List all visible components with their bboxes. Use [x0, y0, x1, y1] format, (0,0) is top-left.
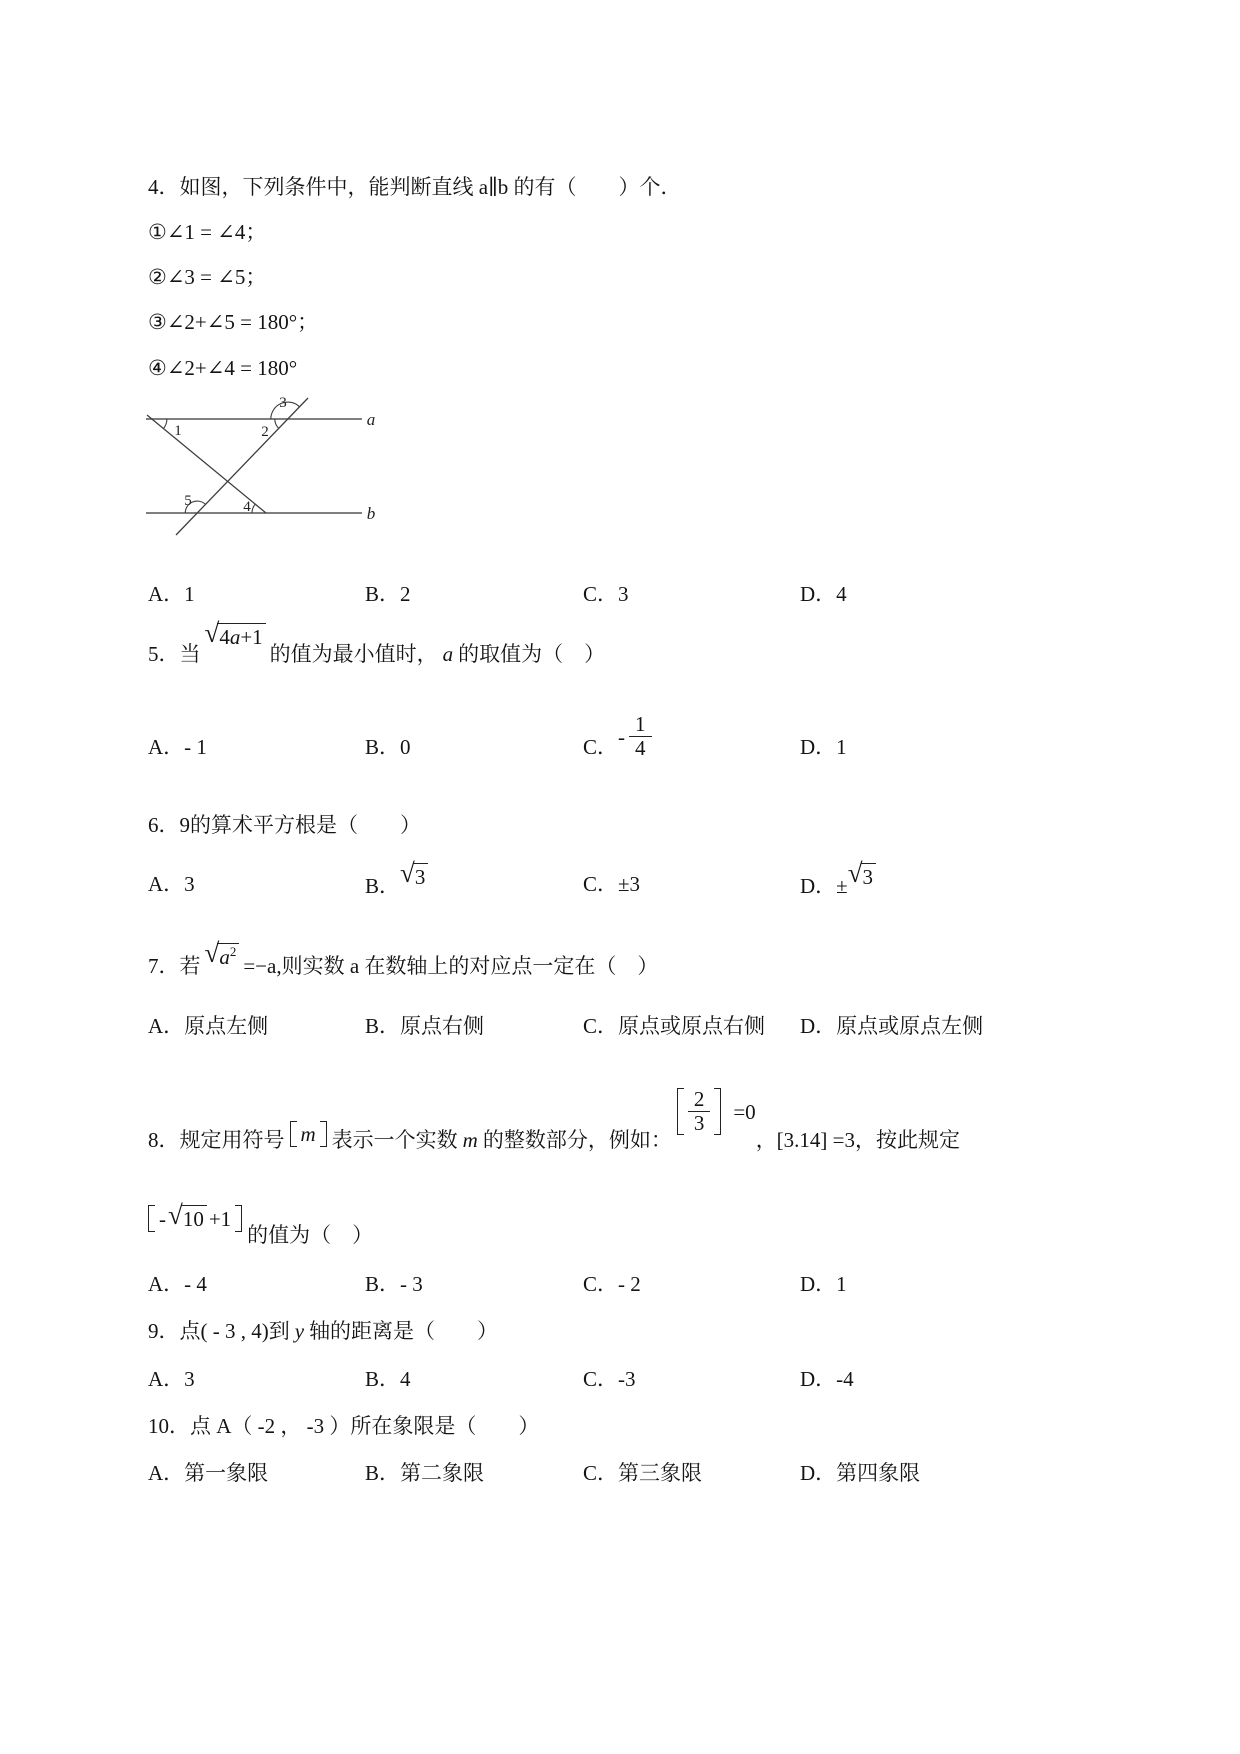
q4-condition-1: ①∠1 = ∠4；	[148, 220, 267, 244]
q4-condition-2: ②∠3 = ∠5；	[148, 265, 267, 289]
q8-example-equals: =0	[733, 1099, 756, 1124]
q7-radicand-base: a	[219, 945, 230, 969]
q6-option-a: A．3	[148, 872, 195, 896]
q8-expr-minus: -	[159, 1206, 166, 1231]
q4-option-a: A．1	[148, 582, 195, 606]
q5-option-c-fraction	[629, 713, 652, 760]
q7-option-a: A．原点左侧	[148, 1014, 269, 1038]
q8-inline-var: m	[462, 1128, 478, 1152]
figure-angle-5-label: 5	[184, 493, 192, 509]
q4-figure	[140, 390, 380, 545]
figure-angle-2-label: 2	[261, 424, 269, 440]
q6-option-d-radicand: 3	[861, 863, 877, 889]
q5-option-a: A．- 1	[148, 735, 207, 759]
q6-option-d-label: D．±	[800, 874, 848, 898]
figure-angle-4-label: 4	[243, 499, 251, 515]
q6-option-b-radicand: 3	[413, 863, 429, 889]
q5-option-c-minus: -	[618, 725, 626, 749]
q9-option-b: B．4	[365, 1367, 411, 1391]
q8-stem-3: 的整数部分，例如：	[482, 1128, 672, 1152]
q6-option-b-label: B．	[365, 874, 401, 898]
q8-stem-1: 8．规定用符号	[148, 1128, 285, 1152]
q8-stem-line-1	[148, 1087, 961, 1153]
q7-options	[0, 1013, 1240, 1041]
q10-stem: 10．点 A（ -2 ， -3 ）所在象限是（ ）	[148, 1414, 540, 1438]
q6-option-d	[800, 858, 876, 899]
q8-example-fraction	[688, 1088, 711, 1135]
q5-option-c	[583, 712, 652, 783]
q5-radicand	[217, 623, 265, 649]
q8-expression-bracket	[148, 1202, 242, 1235]
q7-sqrt-expression	[204, 938, 240, 972]
left-bracket	[677, 1088, 684, 1135]
radical-sign: √	[400, 858, 415, 888]
q8-option-d: D．1	[800, 1272, 847, 1296]
q8-options	[0, 1271, 1240, 1299]
fraction-denominator: 4	[635, 736, 646, 760]
q9-option-d: D．-4	[800, 1367, 854, 1391]
q8-bracket-m	[290, 1118, 327, 1150]
q8-stem-4: ，[3.14] =3，按此规定	[755, 1128, 961, 1152]
q6-stem: 6．9的算术平方根是（ ）	[148, 813, 421, 837]
q7-stem	[148, 938, 659, 980]
q6-option-b-sqrt	[400, 858, 428, 890]
q4-options	[0, 581, 1240, 609]
q8-stem-line-2	[148, 1200, 374, 1248]
q5-option-d: D．1	[800, 735, 847, 759]
q9-stem-prefix: 9．点( - 3 , 4)到	[148, 1319, 290, 1343]
q6-options	[0, 858, 1240, 899]
q7-radicand	[217, 943, 239, 972]
q9-options	[0, 1366, 1240, 1394]
right-bracket	[320, 1121, 327, 1147]
q4-option-d: D．4	[800, 582, 847, 606]
q8-example-expression	[672, 1085, 756, 1138]
fraction-numerator: 1	[629, 713, 652, 737]
q5-radicand-tail: +1	[240, 625, 263, 649]
q10-option-d: D．第四象限	[800, 1461, 921, 1485]
q8-example-bracket	[677, 1085, 722, 1138]
left-bracket	[290, 1121, 297, 1147]
radical-sign: √	[847, 858, 863, 888]
q5-radicand-var: a	[229, 625, 241, 649]
q9-stem-var: y	[294, 1319, 305, 1343]
q6-option-d-sqrt	[847, 858, 876, 890]
q10-options	[0, 1460, 1240, 1488]
radical-sign: √	[168, 1200, 183, 1230]
left-bracket	[148, 1205, 155, 1232]
q7-option-b: B．原点右侧	[365, 1014, 485, 1038]
figure-angle-3-label: 3	[279, 395, 287, 411]
q6-option-b	[365, 858, 428, 899]
q9-option-c: C．-3	[583, 1367, 636, 1391]
figure-arc-angle-1	[164, 419, 167, 429]
q8-expr-tail: +1	[208, 1206, 232, 1231]
right-bracket	[714, 1088, 721, 1135]
q5-stem-mid: 的值为最小值时，	[269, 642, 438, 666]
q8-option-b: B．- 3	[365, 1272, 423, 1296]
q7-stem-prefix: 7．若	[148, 954, 201, 978]
q8-option-c: C．- 2	[583, 1272, 641, 1296]
right-bracket	[235, 1205, 242, 1232]
q4-stem: 4．如图，下列条件中，能判断直线 a∥b 的有（ ）个．	[148, 175, 682, 199]
q10-option-a: A．第一象限	[148, 1461, 269, 1485]
q9-stem-suffix: 轴的距离是（ ）	[309, 1319, 499, 1343]
q5-stem-var: a	[442, 642, 454, 666]
q5-stem-suffix: 的取值为（ ）	[458, 642, 606, 666]
q7-radicand-exponent: 2	[229, 944, 237, 959]
fraction-numerator: 2	[688, 1088, 711, 1112]
q7-option-c: C．原点或原点右侧	[583, 1014, 766, 1038]
q9-stem	[148, 1318, 498, 1344]
q8-expr-suffix: 的值为（ ）	[247, 1223, 374, 1247]
figure-arc-angle-2	[275, 419, 279, 428]
q7-stem-suffix: =−a,则实数 a 在数轴上的对应点一定在（ ）	[243, 954, 659, 978]
q5-options	[0, 712, 1240, 762]
fraction-denominator: 3	[693, 1111, 705, 1135]
q5-radicand-coeff: 4	[219, 625, 230, 649]
q10-option-c: C．第三象限	[583, 1461, 703, 1485]
q5-stem	[148, 618, 606, 667]
q6-option-c: C．±3	[583, 872, 641, 896]
q8-expr-radicand: 10	[181, 1205, 207, 1231]
q5-option-b: B．0	[365, 735, 411, 759]
q8-option-a: A．- 4	[148, 1272, 207, 1296]
q4-option-b: B．2	[365, 582, 411, 606]
q8-bracket-var: m	[300, 1122, 316, 1146]
figure-arc-angle-4	[252, 504, 255, 513]
radical-sign: √	[204, 618, 220, 648]
q8-expr-sqrt	[168, 1200, 207, 1232]
figure-line-a-label: a	[366, 410, 376, 429]
q9-option-a: A．3	[148, 1367, 195, 1391]
q5-option-c-label: C．	[583, 735, 619, 759]
q4-condition-4: ④∠2+∠4 = 180°	[148, 356, 298, 380]
q8-stem-2: 表示一个实数	[331, 1128, 458, 1152]
q4-condition-3: ③∠2+∠5 = 180°；	[148, 310, 319, 334]
figure-angle-1-label: 1	[174, 423, 182, 439]
q7-option-d: D．原点或原点左侧	[800, 1014, 984, 1038]
q10-option-b: B．第二象限	[365, 1461, 485, 1485]
q4-option-c: C．3	[583, 582, 629, 606]
q5-stem-prefix: 5．当	[148, 642, 201, 666]
q5-sqrt-expression	[204, 618, 266, 650]
radical-sign: √	[204, 938, 220, 968]
figure-line-b-label: b	[366, 504, 376, 523]
